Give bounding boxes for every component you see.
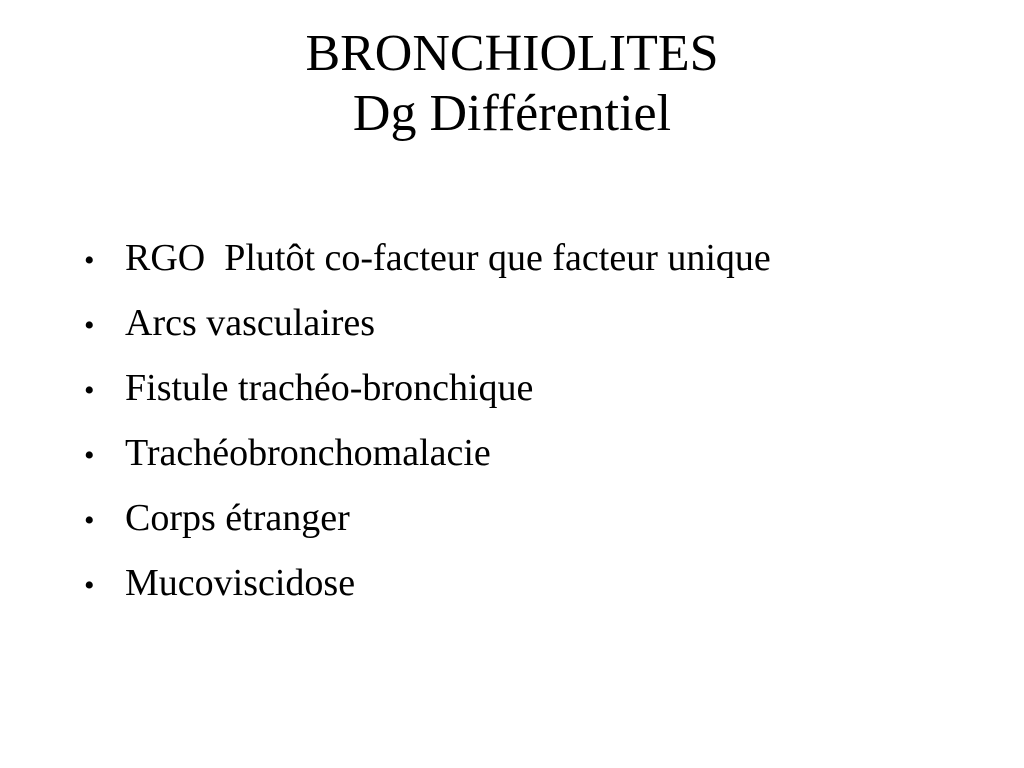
- bullet-icon: •: [84, 439, 95, 472]
- bullet-item-arcs-vasculaires: [84, 291, 771, 356]
- title-line-1: BRONCHIOLITES: [305, 25, 719, 82]
- bullet-icon: •: [84, 244, 95, 277]
- slide-title: [0, 24, 1024, 144]
- bullet-icon: •: [84, 309, 95, 342]
- bullet-item-corps-etranger: [84, 486, 771, 551]
- bullet-item-rgo: [84, 226, 771, 291]
- bullet-icon: •: [84, 504, 95, 537]
- bullet-icon: •: [84, 569, 95, 602]
- bullet-item-mucoviscidose: [84, 551, 771, 616]
- bullet-text: Mucoviscidose: [125, 562, 356, 604]
- bullet-text: Fistule trachéo-bronchique: [125, 367, 534, 409]
- bullet-item-fistule: [84, 356, 771, 421]
- title-line-2: Dg Différentiel: [352, 85, 672, 142]
- bullet-icon: •: [84, 374, 95, 407]
- bullet-list: [84, 226, 771, 616]
- bullet-text: RGO Plutôt co-facteur que facteur unique: [125, 237, 771, 279]
- bullet-item-tracheobronchomalacie: [84, 421, 771, 486]
- bullet-text: Arcs vasculaires: [125, 302, 376, 344]
- bullet-text: Corps étranger: [125, 497, 350, 539]
- bullet-text: Trachéobronchomalacie: [125, 432, 491, 474]
